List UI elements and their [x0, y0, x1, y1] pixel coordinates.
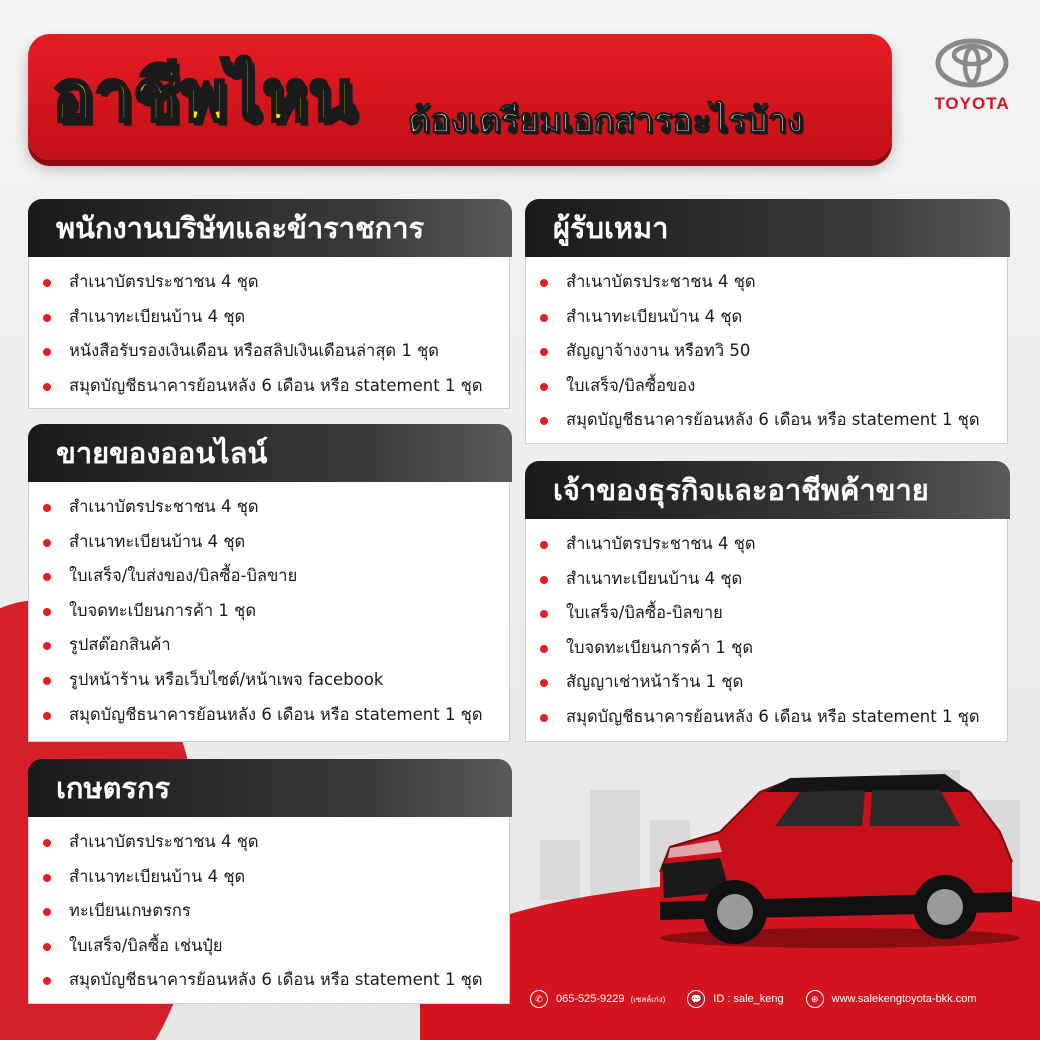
- card-online-seller-list: [29, 482, 509, 732]
- contact-line[interactable]: [687, 990, 783, 1008]
- globe-icon: ⊕: [806, 990, 824, 1008]
- list-item: สำเนาบัตรประชาชน 4 ชุด: [540, 265, 1007, 300]
- line-icon: 💬: [687, 990, 705, 1008]
- list-item: สำเนาบัตรประชาชน 4 ชุด: [43, 825, 509, 860]
- list-item: สำเนาทะเบียนบ้าน 4 ชุด: [43, 860, 509, 895]
- card-employee-title: พนักงานบริษัทและข้าราชการ: [28, 199, 512, 257]
- list-item: สัญญาจ้างงาน หรือทวิ 50: [540, 334, 1007, 369]
- list-item: สัญญาเช่าหน้าร้าน 1 ชุด: [540, 665, 1007, 700]
- list-item: รูปสต๊อกสินค้า: [43, 628, 509, 663]
- brand-name: TOYOTA: [934, 94, 1010, 113]
- list-item: หนังสือรับรองเงินเดือน หรือสลิปเงินเดือนล่าสุด 1 ชุด: [43, 334, 509, 369]
- card-farmer: [28, 771, 510, 1004]
- contact-phone-note: (เซลล์เก่ง): [630, 994, 666, 1004]
- list-item: สมุดบัญชีธนาคารย้อนหลัง 6 เดือน หรือ statement 1 ชุด: [43, 369, 509, 404]
- list-item: สำเนาบัตรประชาชน 4 ชุด: [43, 490, 509, 525]
- toyota-logo: [926, 38, 1018, 116]
- card-business-owner: [525, 473, 1008, 742]
- toyota-logo-icon: [935, 38, 1009, 88]
- card-contractor-list: [526, 257, 1007, 438]
- list-item: ทะเบียนเกษตรกร: [43, 894, 509, 929]
- suv-car-illustration: [640, 752, 1030, 952]
- contact-website-url: www.salekengtoyota-bkk.com: [831, 993, 977, 1005]
- phone-icon: ✆: [530, 990, 548, 1008]
- card-online-seller: [28, 436, 510, 742]
- list-item: รูปหน้าร้าน หรือเว็บไซต์/หน้าเพจ facebook: [43, 663, 509, 698]
- list-item: สำเนาทะเบียนบ้าน 4 ชุด: [43, 300, 509, 335]
- headline-subtitle: ต้องเตรียมเอกสารอะไรบ้าง: [408, 101, 804, 141]
- list-item: ใบเสร็จ/บิลซื้อ-บิลขาย: [540, 596, 1007, 631]
- contact-phone[interactable]: [530, 990, 665, 1008]
- card-contractor-title: ผู้รับเหมา: [525, 199, 1010, 257]
- card-farmer-title: เกษตรกร: [28, 759, 512, 817]
- contact-line-id: ID : sale_keng: [713, 993, 784, 1005]
- list-item: ใบจดทะเบียนการค้า 1 ชุด: [540, 631, 1007, 666]
- list-item: ใบเสร็จ/ใบส่งของ/บิลซื้อ-บิลขาย: [43, 559, 509, 594]
- card-online-seller-title: ขายของออนไลน์: [28, 424, 512, 482]
- card-business-owner-title: เจ้าของธุรกิจและอาชีพค้าขาย: [525, 461, 1010, 519]
- list-item: สำเนาทะเบียนบ้าน 4 ชุด: [540, 562, 1007, 597]
- list-item: สำเนาบัตรประชาชน 4 ชุด: [43, 265, 509, 300]
- card-employee-list: [29, 257, 509, 403]
- contact-bar: [530, 988, 999, 1010]
- contact-phone-number: 065-525-9229: [556, 993, 625, 1005]
- list-item: สมุดบัญชีธนาคารย้อนหลัง 6 เดือน หรือ statement 1 ชุด: [540, 403, 1007, 438]
- list-item: ใบเสร็จ/บิลซื้อของ: [540, 369, 1007, 404]
- list-item: สมุดบัญชีธนาคารย้อนหลัง 6 เดือน หรือ statement 1 ชุด: [540, 700, 1007, 735]
- list-item: สำเนาทะเบียนบ้าน 4 ชุด: [43, 525, 509, 560]
- headline-title: อาชีพไหน: [52, 55, 357, 137]
- list-item: สำเนาทะเบียนบ้าน 4 ชุด: [540, 300, 1007, 335]
- list-item: ใบจดทะเบียนการค้า 1 ชุด: [43, 594, 509, 629]
- list-item: สำเนาบัตรประชาชน 4 ชุด: [540, 527, 1007, 562]
- card-business-owner-list: [526, 519, 1007, 735]
- list-item: สมุดบัญชีธนาคารย้อนหลัง 6 เดือน หรือ statement 1 ชุด: [43, 698, 509, 733]
- list-item: สมุดบัญชีธนาคารย้อนหลัง 6 เดือน หรือ statement 1 ชุด: [43, 963, 509, 998]
- card-employee: [28, 211, 510, 409]
- list-item: ใบเสร็จ/บิลซื้อ เช่นปุ๋ย: [43, 929, 509, 964]
- card-farmer-list: [29, 817, 509, 998]
- card-contractor: [525, 211, 1008, 444]
- contact-website[interactable]: [806, 990, 977, 1008]
